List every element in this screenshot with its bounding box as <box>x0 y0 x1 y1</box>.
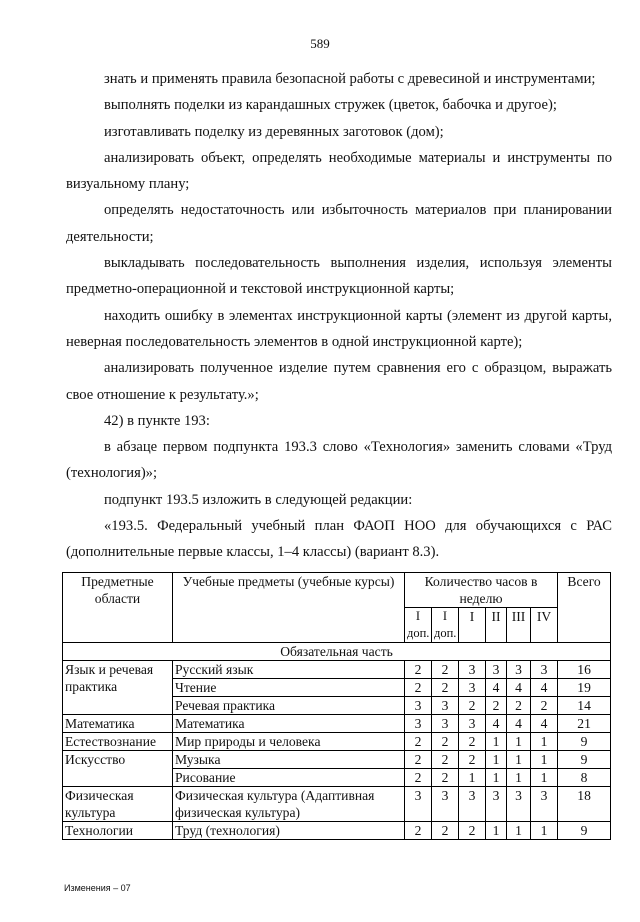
hours-cell: 2 <box>405 822 432 840</box>
hours-cell: 3 <box>432 787 459 822</box>
hours-cell: 2 <box>405 751 432 769</box>
hours-cell: 1 <box>507 733 531 751</box>
paragraph: выкладывать последовательность выполнения изделия, используя элементы предметно-операционной и текстовой инструкционной карты; <box>66 255 612 298</box>
page-footer: Изменения – 07 <box>64 883 131 893</box>
paragraph: анализировать полученное изделие путем сравнения его с образцом, выражать свое отношение к результату.»; <box>66 360 612 403</box>
hours-cell: 1 <box>507 751 531 769</box>
hours-cell: 1 <box>486 769 507 787</box>
paragraph: знать и применять правила безопасной работы с древесиной и инструментами; <box>104 71 596 87</box>
paragraph: «193.5. Федеральный учебный план ФАОП НОО для обучающихся с РАС (дополнительные первые классы, 1–4 классы) (вариант 8.3). <box>66 518 612 561</box>
hours-cell: 1 <box>459 769 486 787</box>
total-cell: 18 <box>558 787 611 822</box>
total-cell: 9 <box>558 751 611 769</box>
hours-cell: 2 <box>459 751 486 769</box>
hours-cell: 2 <box>405 769 432 787</box>
grade-cell: I доп. <box>405 608 432 643</box>
hours-cell: 4 <box>486 715 507 733</box>
table-row <box>63 715 611 733</box>
total-cell: 21 <box>558 715 611 733</box>
hours-cell: 3 <box>405 787 432 822</box>
area-cell: Естествознание <box>63 733 173 751</box>
hours-cell: 2 <box>432 822 459 840</box>
hours-cell: 3 <box>405 697 432 715</box>
page-number: 589 <box>310 36 330 51</box>
hours-cell: 3 <box>432 697 459 715</box>
header-total: Всего <box>558 573 611 643</box>
table-row <box>63 751 611 769</box>
total-cell: 14 <box>558 697 611 715</box>
hours-cell: 2 <box>405 661 432 679</box>
table-row <box>63 787 611 822</box>
grade-cell: III <box>507 608 531 643</box>
paragraph: находить ошибку в элементах инструкционной карты (элемент из другой карты, неверная последовательность элементов в одной инструкционной карте); <box>66 307 612 350</box>
hours-cell: 2 <box>432 733 459 751</box>
table-row <box>63 733 611 751</box>
paragraph: определять недостаточность или избыточность материалов при планировании деятельности; <box>66 202 612 245</box>
subject-cell: Речевая практика <box>173 697 405 715</box>
grade-cell: IV <box>531 608 558 643</box>
hours-cell: 3 <box>459 787 486 822</box>
hours-cell: 4 <box>531 679 558 697</box>
area-cell: Искусство <box>63 751 173 787</box>
hours-cell: 3 <box>507 661 531 679</box>
hours-cell: 1 <box>486 822 507 840</box>
header-hours: Количество часов в неделю <box>405 573 558 608</box>
total-cell: 8 <box>558 769 611 787</box>
total-cell: 16 <box>558 661 611 679</box>
subject-cell: Мир природы и человека <box>173 733 405 751</box>
area-cell: Физическая культура <box>63 787 173 822</box>
table-row <box>63 822 611 840</box>
subject-cell: Чтение <box>173 679 405 697</box>
area-cell: Математика <box>63 715 173 733</box>
hours-cell: 1 <box>507 769 531 787</box>
hours-cell: 2 <box>405 733 432 751</box>
hours-cell: 4 <box>531 715 558 733</box>
hours-cell: 2 <box>432 751 459 769</box>
hours-cell: 3 <box>459 679 486 697</box>
subject-cell: Математика <box>173 715 405 733</box>
total-cell: 19 <box>558 679 611 697</box>
hours-cell: 1 <box>486 733 507 751</box>
hours-cell: 3 <box>507 787 531 822</box>
total-cell: 9 <box>558 822 611 840</box>
subject-cell: Русский язык <box>173 661 405 679</box>
hours-cell: 3 <box>486 661 507 679</box>
total-cell: 9 <box>558 733 611 751</box>
hours-cell: 3 <box>486 787 507 822</box>
table-row <box>63 661 611 679</box>
header-subjects: Учебные предметы (учебные курсы) <box>173 573 405 643</box>
header-areas: Предметные области <box>63 573 173 643</box>
paragraph: в абзаце первом подпункта 193.3 слово «Технология» заменить словами «Труд (технология)»; <box>66 439 612 482</box>
curriculum-table <box>62 572 611 840</box>
hours-cell: 4 <box>507 715 531 733</box>
hours-cell: 3 <box>531 661 558 679</box>
area-cell: Язык и речевая практика <box>63 661 173 715</box>
hours-cell: 3 <box>459 661 486 679</box>
paragraph: подпункт 193.5 изложить в следующей редакции: <box>104 491 413 508</box>
subject-cell: Труд (технология) <box>173 822 405 840</box>
section-row <box>63 643 611 661</box>
subject-cell: Рисование <box>173 769 405 787</box>
hours-cell: 2 <box>486 697 507 715</box>
hours-cell: 4 <box>486 679 507 697</box>
paragraph: 42) в пункте 193: <box>104 412 210 429</box>
hours-cell: 1 <box>531 733 558 751</box>
hours-cell: 1 <box>531 822 558 840</box>
grade-cell: I <box>459 608 486 643</box>
hours-cell: 4 <box>507 679 531 697</box>
hours-cell: 3 <box>531 787 558 822</box>
grade-cell: II <box>486 608 507 643</box>
section-title: Обязательная часть <box>63 643 611 661</box>
hours-cell: 2 <box>459 733 486 751</box>
hours-cell: 2 <box>405 679 432 697</box>
hours-cell: 2 <box>432 679 459 697</box>
paragraph: изготавливать поделку из деревянных заготовок (дом); <box>104 123 444 140</box>
hours-cell: 1 <box>486 751 507 769</box>
hours-cell: 1 <box>531 751 558 769</box>
hours-cell: 2 <box>531 697 558 715</box>
hours-cell: 3 <box>405 715 432 733</box>
table-header-row <box>63 573 611 608</box>
paragraph: анализировать объект, определять необходимые материалы и инструменты по визуальному плану; <box>66 149 612 193</box>
paragraph: выполнять поделки из карандашных стружек (цветок, бабочка и другое); <box>104 97 557 114</box>
hours-cell: 1 <box>531 769 558 787</box>
grade-cell: I доп. <box>432 608 459 643</box>
hours-cell: 2 <box>459 822 486 840</box>
hours-cell: 2 <box>432 661 459 679</box>
subject-cell: Музыка <box>173 751 405 769</box>
hours-cell: 3 <box>459 715 486 733</box>
hours-cell: 1 <box>507 822 531 840</box>
area-cell: Технологии <box>63 822 173 840</box>
hours-cell: 2 <box>507 697 531 715</box>
hours-cell: 2 <box>459 697 486 715</box>
body-text <box>66 66 612 566</box>
subject-cell: Физическая культура (Адаптивная физическая культура) <box>173 787 405 822</box>
hours-cell: 2 <box>432 769 459 787</box>
hours-cell: 3 <box>432 715 459 733</box>
